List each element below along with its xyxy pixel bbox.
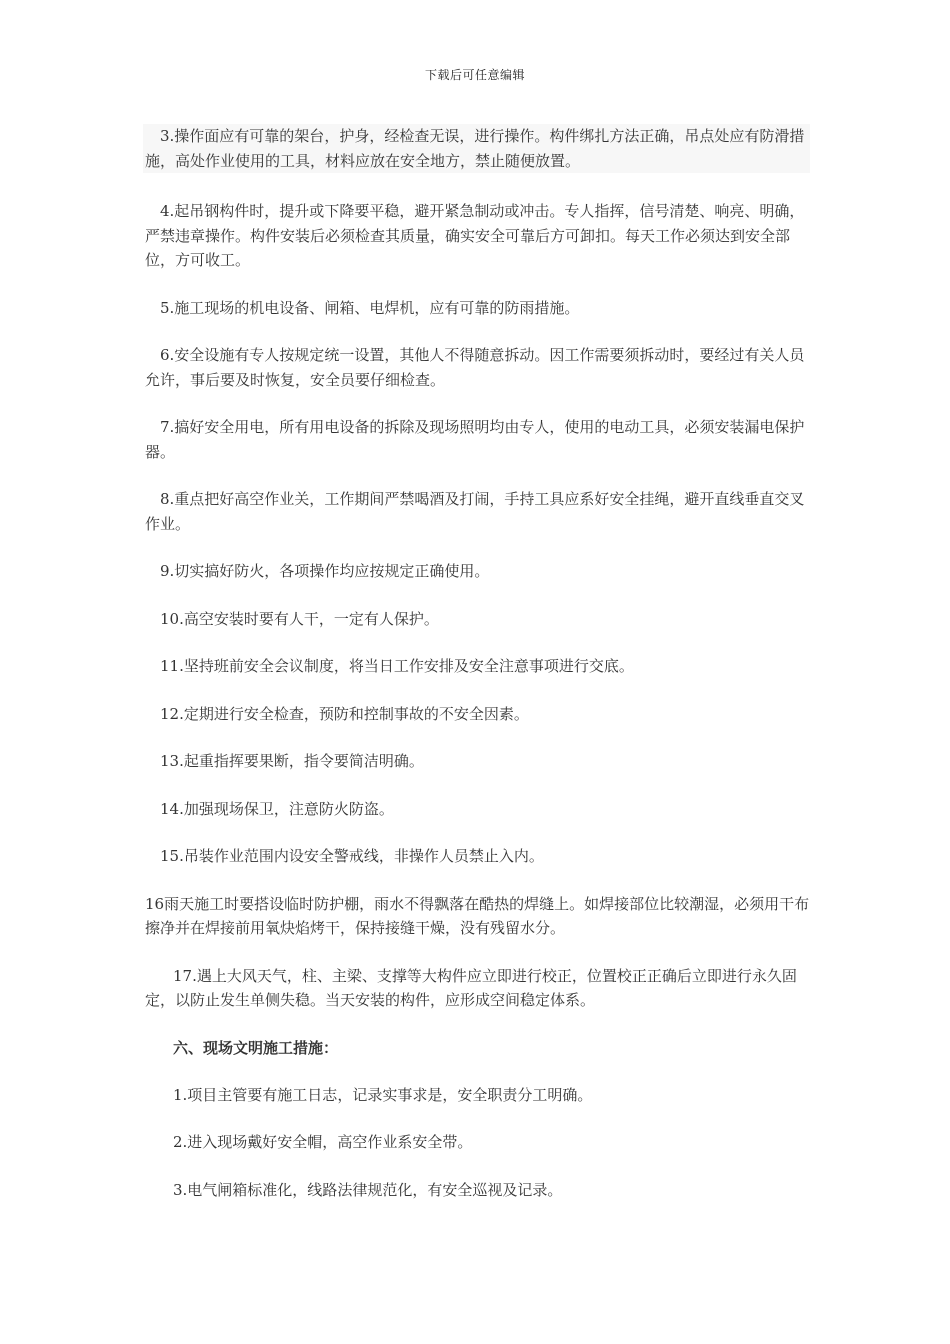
list-item: 16雨天施工时要搭设临时防护棚，雨水不得飘落在酷热的焊缝上。如焊接部位比较潮湿，必须用干布擦净并在焊接前用氧炔焰烤干，保持接缝干燥，没有残留水分。 [145,894,810,937]
list-item: 6.安全设施有专人按规定统一设置，其他人不得随意拆动。因工作需要须拆动时，要经过有关人员允许，事后要及时恢复，安全员要仔细检查。 [145,346,805,389]
list-item: 11.坚持班前安全会议制度，将当日工作安排及安全注意事项进行交底。 [160,657,634,675]
list-item: 10.高空安装时要有人干，一定有人保护。 [160,609,439,628]
list-item: 4.起吊钢构件时，提升或下降要平稳，避开紧急制动或冲击。专人指挥，信号清楚、响亮、明确，严禁违章操作。构件安装后必须检查其质量，确实安全可靠后方可卸扣。每天工作必须达到安全部位，方可收工。 [145,202,805,269]
section-title: 六、现场文明施工措施： [173,1038,339,1057]
list-item: 9.切实搞好防火，各项操作均应按规定正确使用。 [160,562,490,580]
document-body [145,124,810,1225]
list-item: 15.吊装作业范围内设安全警戒线，非操作人员禁止入内。 [160,847,544,865]
section-list-item: 3.电气闸箱标准化，线路法律规范化，有安全巡视及记录。 [173,1180,563,1199]
list-item: 17.遇上大风天气，柱、主梁、支撑等大构件应立即进行校正，位置校正正确后立即进行永久固定，以防止发生单侧失稳。当天安装的构件，应形成空间稳定体系。 [145,966,797,1009]
page-header: 下载后可任意编辑 [424,68,525,82]
section-list-item: 2.进入现场戴好安全帽，高空作业系安全带。 [173,1133,473,1151]
list-item: 7.搞好安全用电，所有用电设备的拆除及现场照明均由专人，使用的电动工具，必须安装漏电保护器。 [145,418,805,461]
section-list-item: 1.项目主管要有施工日志，记录实事求是，安全职责分工明确。 [173,1085,593,1104]
list-item: 12.定期进行安全检查，预防和控制事故的不安全因素。 [160,704,529,723]
list-item: 13.起重指挥要果断，指令要简洁明确。 [160,752,424,770]
list-item: 14.加强现场保卫，注意防火防盗。 [160,799,394,818]
list-item: 5.施工现场的机电设备、闸箱、电焊机，应有可靠的防雨措施。 [160,298,580,317]
list-item: 3.操作面应有可靠的架台，护身，经检查无误，进行操作。构件绑扎方法正确，吊点处应有防滑措施，高处作业使用的工具，材料应放在安全地方，禁止随便放置。 [143,124,810,173]
list-item: 8.重点把好高空作业关，工作期间严禁喝酒及打闹，手持工具应系好安全挂绳，避开直线垂直交叉作业。 [145,490,805,533]
